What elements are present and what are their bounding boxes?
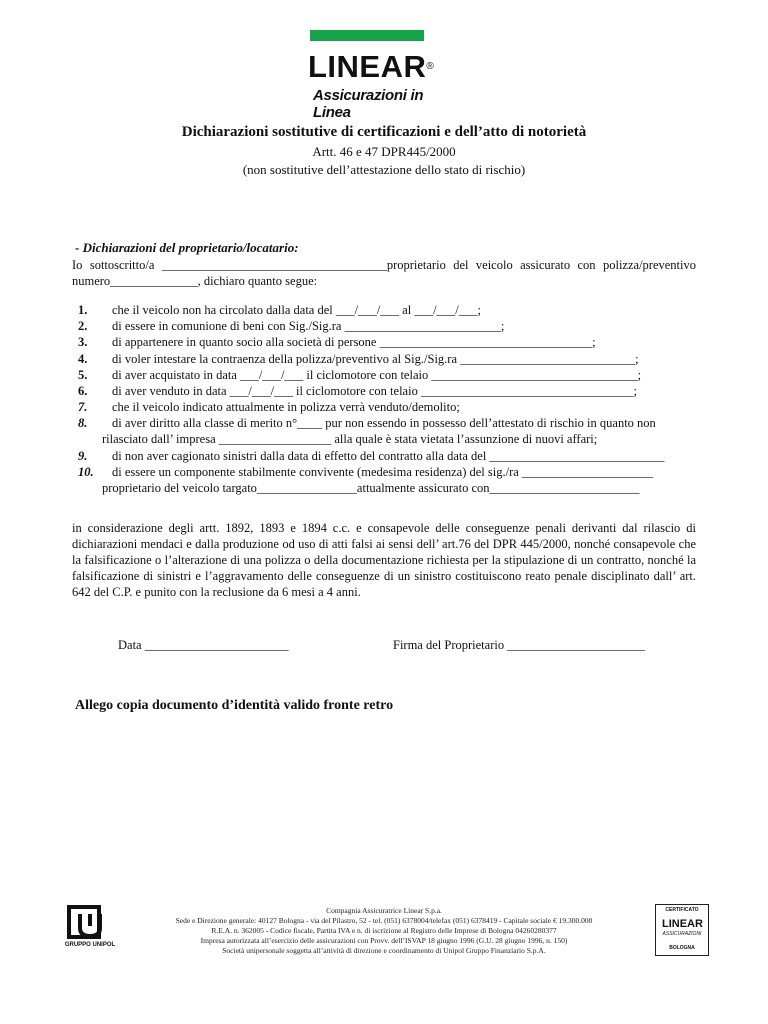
cert-sub: ASSICURAZIONI <box>662 931 702 937</box>
item-text: che il veicolo non ha circolato dalla data del ___/___/___ al ___/___/___; <box>112 303 482 317</box>
cert-bottom-text: BOLOGNA <box>669 945 695 951</box>
item-number: 7. <box>78 400 88 415</box>
attachment-note: Allego copia documento d’identità valido fronte retro <box>75 698 394 713</box>
certification-stamp <box>655 904 709 956</box>
footer-line: R.E.A. n. 362005 - Codice fiscale, Partita IVA e n. di iscrizione al Registro delle Imprese di Bologna 04260280377 <box>211 926 557 935</box>
consideration-paragraph: in considerazione degli artt. 1892, 1893 e 1894 c.c. e consapevole delle conseguenze penali derivanti dal rilascio di dichiarazioni mendaci e dalla produzione od uso di atti falsi ai sensi dell’ art.76 del DPR 445/2000, nonché consapevole che la falsificazione o l’alterazione di una polizza o della documentazione richiesta per la stipulazione di un contratto, nonché la falsificazione di sinistri e l’aggravamento delle conseguenze di un sinistro costituiscono reato penale disciplinato dall’ art. 642 del C.P. e punito con la reclusione da 6 mesi a 4 anni. <box>72 521 696 599</box>
linear-logo <box>308 30 462 121</box>
date-field: Data _______________________ <box>118 638 289 652</box>
document-subtitle-articles: Artt. 46 e 47 DPR445/2000 <box>312 144 456 159</box>
footer-legal-text <box>120 906 648 956</box>
item-number: 8. <box>78 416 88 431</box>
intro-paragraph: Io sottoscritto/a ____________________________________proprietario del veicolo assicurato con polizza/preventivo numero______________, dichiaro quanto segue: <box>72 258 696 288</box>
declaration-item <box>72 399 696 415</box>
declaration-item <box>72 415 696 447</box>
footer-line: Sede e Direzione generale: 40127 Bologna - via del Pilastro, 52 - tel. (051) 6378004/telefax (051) 6378419 - Capitale sociale € 19.300.000 <box>175 916 593 925</box>
item-text: di essere un componente stabilmente convivente (medesima residenza) del sig./ra _____________________ <box>112 464 654 479</box>
item-text: di aver venduto in data ___/___/___ il ciclomotore con telaio __________________________________; <box>112 383 637 398</box>
section-label: - Dichiarazioni del proprietario/locatario: <box>75 240 299 255</box>
declaration-list <box>72 302 696 496</box>
item-text: di voler intestare la contraenza della polizza/preventivo al Sig./Sig.ra ____________________________; <box>112 351 639 366</box>
item-number: 4. <box>78 351 88 366</box>
footer-line: Società unipersonale soggetta all’attività di direzione e coordinamento di Unipol Gruppo Finanziario S.p.A. <box>222 946 546 955</box>
item-number: 6. <box>78 383 88 398</box>
item-number: 2. <box>78 319 88 334</box>
logo-brand: LINEAR® <box>308 49 435 84</box>
declaration-item <box>72 351 696 367</box>
logo-accent-bar <box>310 30 424 41</box>
cert-top-text: CERTIFICATO <box>665 907 699 913</box>
item-number: 9. <box>78 448 88 463</box>
item-number: 1. <box>78 303 88 317</box>
item-text-continued: rilasciato dall’ impresa __________________ alla quale è stata vietata l’assunzione di nuovi affari; <box>102 432 598 447</box>
footer-line: Compagnia Assicuratrice Linear S.p.a. <box>326 906 442 915</box>
item-text: che il veicolo indicato attualmente in polizza verrà venduto/demolito; <box>112 400 460 415</box>
declaration-item <box>72 318 696 334</box>
declaration-item <box>72 367 696 383</box>
item-text: di aver diritto alla classe di merito n°____ pur non essendo in possesso dell’attestato di rischio in quanto non <box>112 416 656 431</box>
footer-line: Impresa autorizzata all’esercizio delle assicurazioni con Provv. dell’ISVAP 18 giugno 1996 (G.U. 28 giugno 1996, n. 150) <box>200 936 568 945</box>
declaration-item <box>72 334 696 350</box>
unipol-label: GRUPPO UNIPOL <box>64 942 116 948</box>
item-number: 3. <box>78 335 88 350</box>
declaration-item <box>72 448 696 464</box>
item-text-continued: proprietario del veicolo targato________________attualmente assicurato con________________________ <box>102 480 640 495</box>
item-text: di aver acquistato in data ___/___/___ il ciclomotore con telaio _________________________________; <box>112 367 642 382</box>
cert-brand: LINEAR <box>662 918 703 930</box>
owner-signature-field: Firma del Proprietario ______________________ <box>393 638 645 652</box>
item-number: 5. <box>78 367 88 382</box>
declaration-item <box>72 302 696 318</box>
declaration-item <box>72 383 696 399</box>
document-title: Dichiarazioni sostitutive di certificazioni e dell’atto di notorietà <box>181 124 587 140</box>
declaration-item <box>72 464 696 496</box>
item-text: di essere in comunione di beni con Sig./Sig.ra _________________________; <box>112 319 505 334</box>
item-text: di appartenere in quanto socio alla società di persone __________________________________; <box>112 335 596 350</box>
item-text: di non aver cagionato sinistri dalla data di effetto del contratto alla data del ____________________________ <box>112 448 665 463</box>
item-number: 10. <box>78 464 94 479</box>
logo-tagline: Assicurazioni in Linea <box>313 87 424 121</box>
document-subtitle-note: (non sostitutive dell’attestazione dello stato di rischio) <box>242 162 526 177</box>
